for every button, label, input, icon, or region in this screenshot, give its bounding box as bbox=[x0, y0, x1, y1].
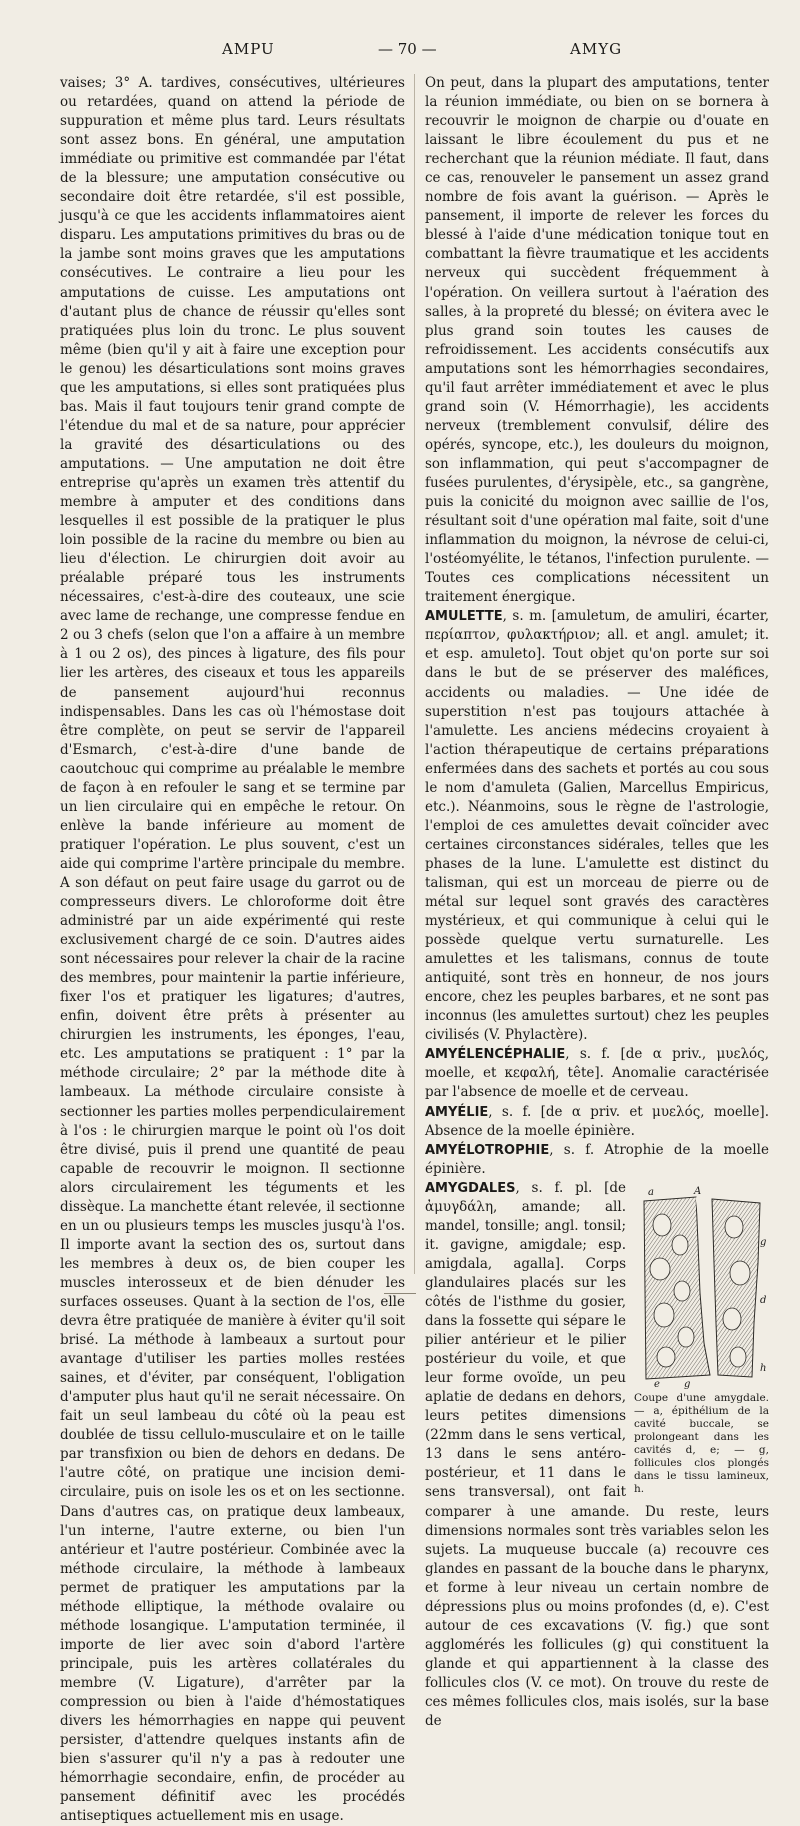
figure-label-A: A bbox=[694, 1185, 702, 1197]
running-header bbox=[0, 40, 800, 66]
entry-amyelie bbox=[425, 1103, 769, 1141]
entry-amyelencephalie bbox=[425, 1045, 769, 1102]
figure-label-e: e bbox=[654, 1378, 660, 1390]
entry-head-amyelie: AMYÉLIE bbox=[425, 1104, 489, 1120]
tonsil-section-illustration bbox=[634, 1183, 769, 1388]
tonsil-figure bbox=[634, 1183, 769, 1496]
header-right-guideword: AMYG bbox=[570, 40, 623, 58]
paragraph-amputation-end: On peut, dans la plupart des amputations, tenter la réunion immédiate, ou bien on se bornera à recouvrir le moignon de charpie ou d'ouate en laissant le libre écoulement du pus et ne recherchant que la réunion médiate. Il faut, dans ce cas, renouveler le pansement un assez grand nombre de fois avant la guérison. — Après le pansement, il importe de relever les forces du blessé à l'aide d'une médication tonique tout en combattant la fièvre traumatique et les accidents nerveux qui succèdent fréquemment à l'opération. On veillera surtout à l'aération des salles, à la propreté du blessé; on évitera avec le plus grand soin toutes les causes de refroidissement. Les accidents consécutifs aux amputations sont les hémorrhagies secondaires, qu'il faut arrêter immédiatement et avec le plus grand soin (V. Hémorrhagie), les accidents nerveux (tremblement convulsif, délire des opérés, syncope, etc.), les douleurs du moignon, son inflammation, qui peut s'accompagner de fusées purulentes, d'érysipèle, etc., sa gangrène, puis la conicité du moignon avec saillie de l'os, résultant soit d'une opération mal faite, soit d'une inflammation du moignon, la névrose de celui-ci, l'ostéomyélite, le tétanos, l'infection purulente. — Toutes ces complications nécessitent un traitement énergique. bbox=[425, 75, 769, 606]
entry-head-amyelotrophie: AMYÉLOTROPHIE bbox=[425, 1142, 550, 1158]
figure-label-h: h bbox=[760, 1362, 767, 1374]
entry-amulette bbox=[425, 607, 769, 1045]
entry-body-amyelotrophie: , s. f. Atrophie de la moelle épinière. bbox=[425, 1141, 769, 1177]
header-left-guideword: AMPU bbox=[222, 40, 275, 58]
left-column bbox=[60, 74, 405, 1825]
right-column bbox=[425, 74, 769, 1730]
column-divider bbox=[414, 74, 415, 1274]
entry-amygdales bbox=[425, 1179, 769, 1731]
figure-label-a: a bbox=[648, 1186, 654, 1198]
entry-head-amyelencephalie: AMYÉLENCÉPHALIE bbox=[425, 1047, 566, 1063]
entry-head-amulette: AMULETTE bbox=[425, 609, 503, 625]
page-number: — 70 — bbox=[378, 40, 437, 58]
entry-body-amyelencephalie: , s. f. [de α priv., μυελός, moelle, et κεφαλή, tête]. Anomalie caractérisée par l'absence de moelle et de cerveau. bbox=[425, 1046, 769, 1101]
entry-body-amyelie: , s. f. [de α priv. et μυελός, moelle]. Absence de la moelle épinière. bbox=[425, 1103, 769, 1139]
entry-head-amygdales: AMYGDALES bbox=[425, 1180, 516, 1196]
paragraph-amputation-continued: vaises; 3° A. tardives, consécutives, ultérieures ou retardées, quand on attend la période de suppuration et même plus tard. Leurs résultats sont assez bons. En général, une amputation immédiate ou primitive est commandée par l'état de la blessure; une amputation consécutive ou secondaire doit être retardée, s'il est possible, jusqu'à ce que les accidents inflammatoires aient disparu. Les amputations primitives du bras ou de la jambe sont moins graves que les amputations consécutives. Le contraire a lieu pour les amputations de cuisse. Les amputations ont d'autant plus de chance de réussir qu'elles sont pratiquées plus loin du tronc. Le plus souvent même (bien qu'il y ait à faire une exception pour le genou) les désarticulations sont moins graves que les amputations, si elles sont pratiquées plus bas. Mais il faut toujours tenir grand compte de l'étendue du mal et de sa nature, pour apprécier la gravité des désarticulations ou des amputations. — Une amputation ne doit être entreprise qu'après un examen très attentif du membre à amputer et des conditions dans lesquelles il est possible de la pratiquer le plus loin possible de la racine du membre ou bien au lieu d'élection. Le chirurgien doit avoir au préalable préparé tous les instruments nécessaires, c'est-à-dire des couteaux, une scie avec lame de rechange, une compresse fendue en 2 ou 3 chefs (selon que l'on a affaire à un membre à 1 ou 2 os), des pinces à ligature, des fils pour lier les artères, des ciseaux et tous les appareils de pansement aujourd'hui reconnus indispensables. Dans les cas où l'hémostase doit être complète, on peut se servir de l'appareil d'Esmarch, c'est-à-dire d'une bande de caoutchouc qui comprime au préalable le membre de façon à en refouler le sang et se termine par un lien circulaire qui en empêche le retour. On enlève la bande inférieure au moment de pratiquer l'opération. Le plus souvent, c'est un aide qui comprime l'artère principale du membre. A son défaut on peut faire usage du garrot ou de compresseurs divers. Le chloroforme doit être administré par un aide expérimenté qui reste exclusivement chargé de ce soin. D'autres aides sont nécessaires pour relever la chair de la racine des membres, pour maintenir la partie inférieure, fixer l'os et pratiquer les ligatures; d'autres, enfin, doivent être prêts à présenter au chirurgien les instruments, les éponges, l'eau, etc. Les amputations se pratiquent : 1° par la méthode circulaire; 2° par la méthode dite à lambeaux. La méthode circulaire consiste à sectionner les parties molles perpendiculairement à l'os : le chirurgien marque le point où l'os doit être divisé, puis il prend une quantité de peau capable de recouvrir le moignon. Il sectionne alors circulairement les téguments et les dissèque. La manchette étant relevée, il sectionne en un ou plusieurs temps les muscles jusqu'à l'os. Il importe avant la section des os, surtout dans les membres à deux os, de bien couper les muscles interosseux et de bien dénuder les surfaces osseuses. Quant à la section de l'os, elle devra être pratiquée de manière à éviter qu'il soit brisé. La méthode à lambeaux a surtout pour avantage d'utiliser les parties molles restées saines, et d'éviter, par conséquent, l'obligation d'amputer plus haut qu'il ne serait nécessaire. On fait un seul lambeau du côté où la peau est doublée de tissu cellulo-musculaire et on le taille par transfixion ou bien de dehors en dedans. De l'autre côté, on pratique une incision demi-circulaire, puis on isole les os et on les sectionne. Dans d'autres cas, on pratique deux lambeaux, l'un interne, l'autre externe, ou bien l'un antérieur et l'autre postérieur. Combinée avec la méthode circulaire, la méthode à lambeaux permet de pratiquer les amputations par la méthode elliptique, la méthode ovalaire ou méthode losangique. L'amputation terminée, il importe de lier avec soin d'abord l'artère principale, puis les artères collatérales du membre (V. Ligature), d'arrêter par la compression ou bien à l'aide d'hémostatiques divers les hémorrhagies en nappe qui peuvent persister, d'attendre quelques instants afin de bien s'assurer qu'il n'y a pas à redouter une hémorrhagie secondaire, enfin, de procéder au pansement définitif avec les procédés antiseptiques actuellement mis en usage. bbox=[60, 75, 405, 1825]
figure-label-g-bottom: g bbox=[684, 1378, 691, 1390]
entry-body-amulette: , s. m. [amuletum, de amuliri, écarter, περίαπτον, φυλακτήριον; all. et angl. amulet; it. et esp. amuleto]. Tout objet qu'on porte sur soi dans le but de se préserver des maléfices, accidents ou maladies. — Une idée de superstition n'est pas toujours attachée à l'amulette. Les anciens médecins croyaient à l'action thérapeutique de certains préparations enfermées dans des sachets et portés au cou sous le nom d'amuleta (Galien, Marcellus Empiricus, etc.). Néanmoins, sous le règne de l'astrologie, l'emploi de ces amulettes devait coïncider avec certaines circonstances sidérales, telles que les phases de la lune. L'amulette est distinct du talisman, qui est un morceau de pierre ou de métal sur lequel sont gravés des caractères mystérieux, et qui communique à celui qui le possède quelque vertu surnaturelle. Les amulettes et les talismans, connus de toute antiquité, sont très en honneur, de nos jours encore, chez les peuples barbares, et ne sont pas inconnus (les amulettes surtout) chez les peuples civilisés (V. Phylactère). bbox=[425, 608, 769, 1044]
entry-amyelotrophie bbox=[425, 1141, 769, 1179]
entry-body-amygdales: , s. f. pl. [de ἀμυγδάλη, amande; all. mandel, tonsille; angl. tonsil; it. gavigne, amigdale; esp. amigdala, agalla]. Corps glandulaires placés sur les côtés de l'isthme du gosier, dans la fossette qui sépare le pilier antérieur et le pilier postérieur du voile, et que leur forme ovoïde, un peu aplatie de dedans en dehors, leurs petites dimensions (22mm dans le sens vertical, 13 dans le sens antéro-postérieur, et 11 dans le sens transversal), ont fait comparer à une amande. Du reste, leurs dimensions normales sont très variables selon les sujets. La muqueuse buccale (a) recouvre ces glandes en passant de la bouche dans le pharynx, et forme à leur niveau un certain nombre de dépressions plus ou moins profondes (d, e). C'est autour de ces excavations (V. fig.) que sont agglomérés les follicules (g) qui constituent la glande et qui appartiennent à la classe des follicules clos (V. ce mot). On trouve du reste de ces mêmes follicules clos, mais isolés, sur la base de bbox=[425, 1179, 769, 1730]
figure-label-g-right: g bbox=[760, 1236, 767, 1248]
figure-label-d: d bbox=[760, 1294, 767, 1306]
bottom-ornament bbox=[380, 1292, 420, 1295]
figure-caption: Coupe d'une amygdale. — a, épithélium de la cavité buccale, se prolongeant dans les cavités d, e; — g, follicules clos plongés dans le tissu lamineux, h. bbox=[634, 1391, 769, 1495]
